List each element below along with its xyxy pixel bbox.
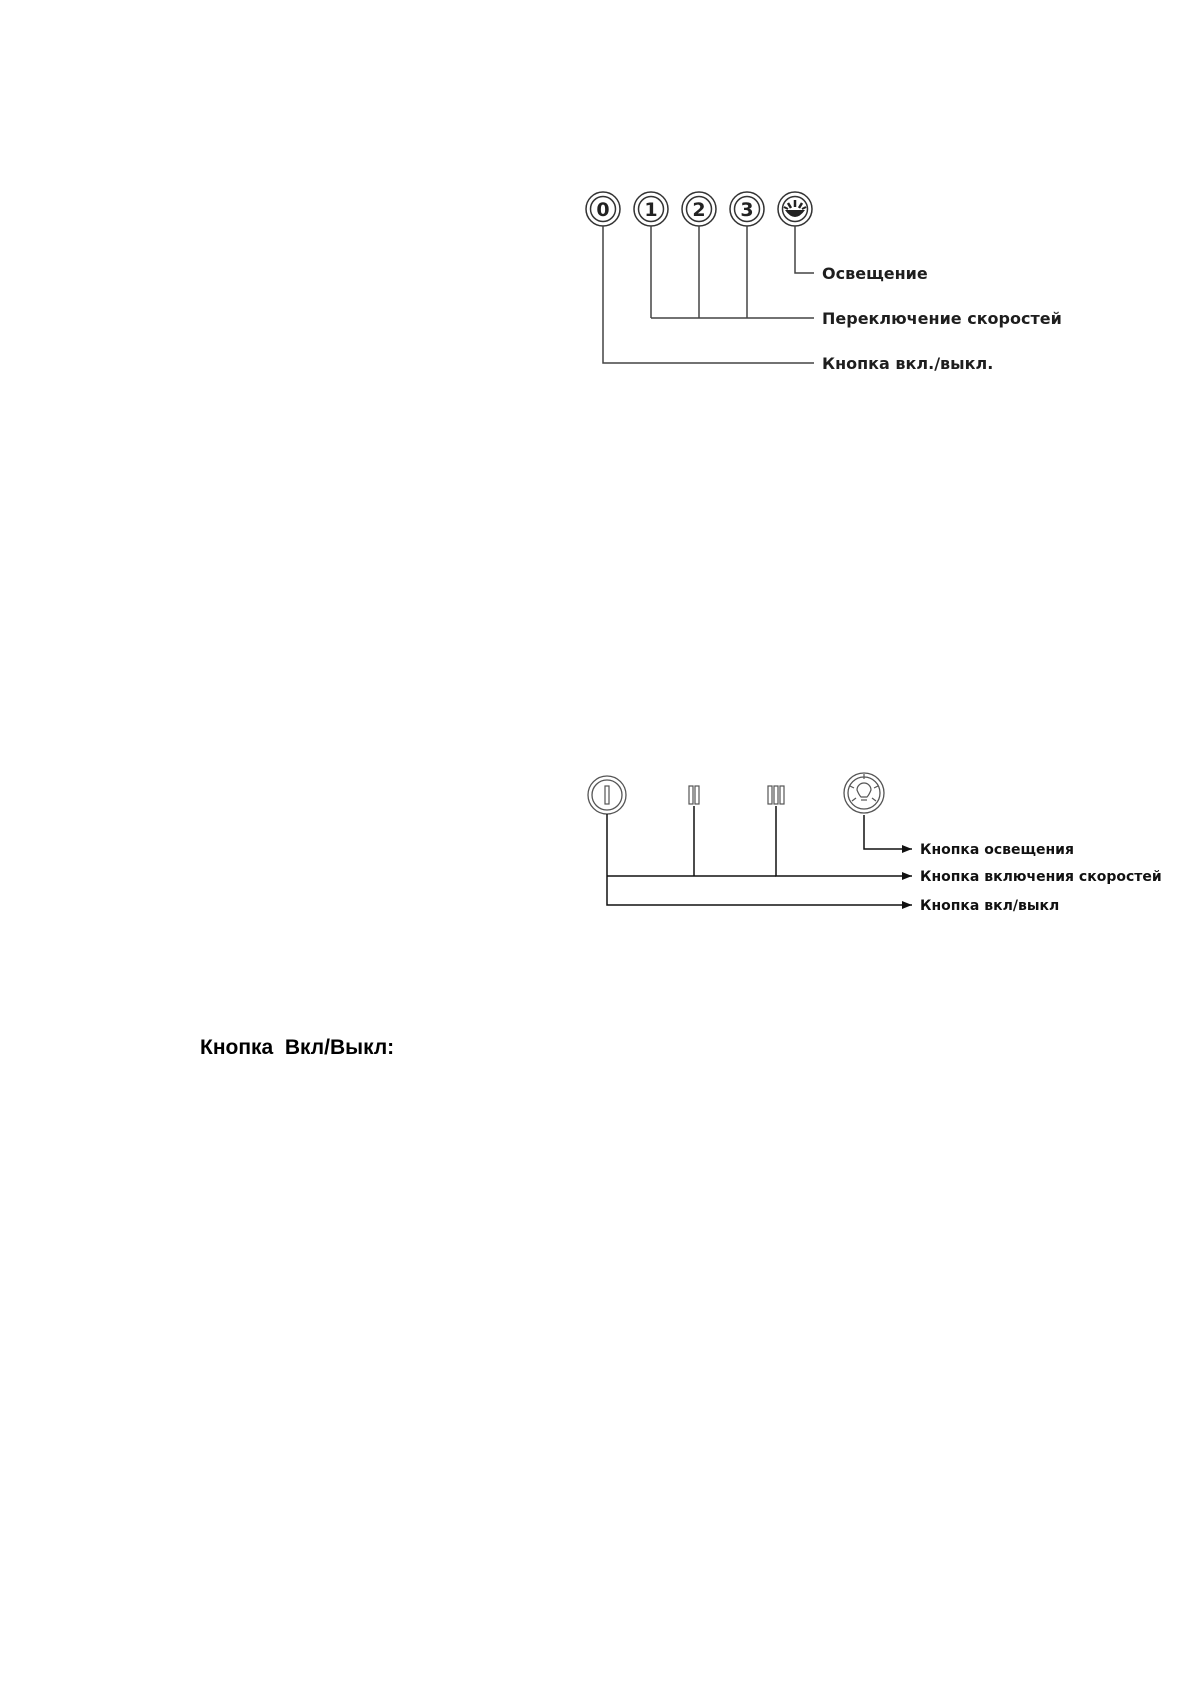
- button-3-glyph: 3: [740, 199, 754, 221]
- label-power-bottom: Кнопка вкл/выкл: [920, 898, 1060, 914]
- label-speeds-top: Переключение скоростей: [822, 309, 1062, 328]
- label-light-bottom: Кнопка освещения: [920, 842, 1074, 858]
- bulb-icon: [850, 774, 878, 801]
- button-iii: [768, 786, 784, 804]
- button-1-glyph: 1: [644, 199, 658, 221]
- label-power-top: Кнопка вкл./выкл.: [822, 354, 994, 373]
- button-ii: [689, 786, 699, 804]
- button-2-glyph: 2: [692, 199, 706, 221]
- button-i: [588, 776, 626, 814]
- label-speeds-bottom: Кнопка включения скоростей: [920, 869, 1162, 885]
- button-0-glyph: 0: [596, 199, 610, 221]
- light-button-bottom: [844, 773, 884, 813]
- connector-lines-bottom: [607, 806, 912, 905]
- section-heading: Кнопка Вкл/Выкл:: [200, 1036, 395, 1059]
- label-light-top: Освещение: [822, 264, 928, 283]
